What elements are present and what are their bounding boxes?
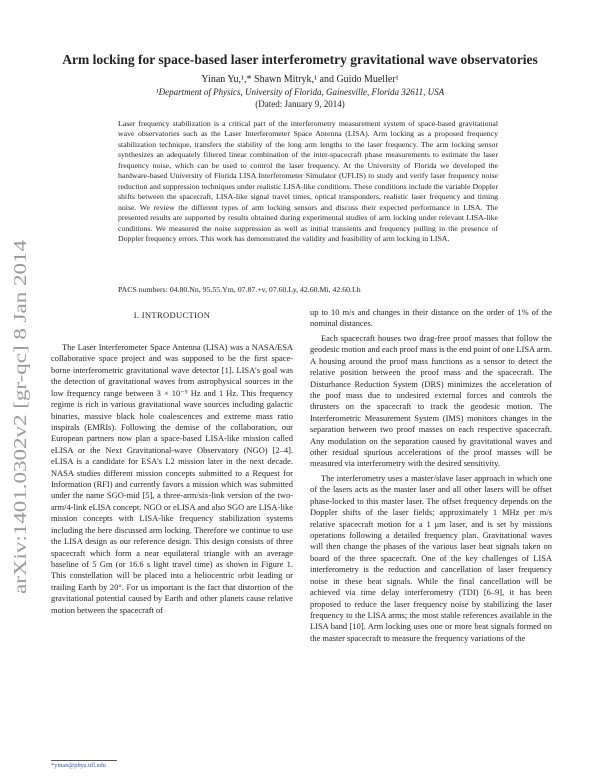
date-line: (Dated: January 9, 2014): [255, 99, 345, 109]
pacs-numbers: PACS numbers: 04.80.Nn, 95.55.Ym, 07.87.+v, 07.60.Ly, 42.60.Mi, 42.60.Lh: [118, 285, 361, 294]
paragraph: The Laser Interferometer Space Antenna (LISA) was a NASA/ESA collaborative space project and was supposed to be the first space-borne interferometric gravitational wave detector [1]. LISA's goal was the detection of gravitational waves from astrophysical sources in the low frequency range between 3 × 10⁻⁵ Hz and 1 Hz. This frequency regime is rich in various gravitational wave sources including galactic binaries, massive black hole coalescences and extreme mass ratio inspirals (EMRIs). Following the demise of the collaboration, our European partners now plan a space-based LISA-like mission called eLISA or the Next Gravitational-wave Observatory (NGO) [2–4]. eLISA is a candidate for ESA's L2 mission later in the next decade. NASA studies different mission concepts submitted to a Request for Information (RFI) and currently favors a mission which was submitted under the name SGO-mid [5], a three-arm/six-link version of the two-arm/4-link eLISA concept. NGO or eLISA and also SGO are LISA-like mission concepts with LISA-like frequency stabilization systems including the here discussed arm locking. Therefore we continue to use the LISA design as our reference design. This design consists of three spacecraft which form a near equilateral triangle with an average baseline of 5 Gm (or 16.6 s light travel time) as shown in Figure 1. This constellation will be placed into a heliocentric orbit leading or trailing Earth by 20°. For us important is the fact that distortion of the gravitational potential caused by Earth and other planets cause relative motion between the spacecraft of: [51, 342, 293, 615]
paragraph: Each spacecraft houses two drag-free proof masses that follow the geodesic motion and each proof mass is the end point of one LISA arm. A housing around the proof mass functions as a sensor to detect the relative position between the proof mass and the spacecraft. The Disturbance Reduction System (DRS) minimizes the acceleration of the poof mass due to undesired external forces and controls the thrusters on the spacecraft to track the geodesic motion. The Interferometric Measurement System (IMS) monitors changes in the separation between two proof masses on each respective spacecraft. Any modulation on the separation caused by gravitational waves and other residual spurious accelerations of the proof masses will be measured via interferometry with the desired sensitivity.: [310, 332, 552, 469]
paragraph: The interferometry uses a master/slave laser approach in which one of the lasers acts as the master laser and all other lasers will be offset phase-locked to this master laser. The offset frequency depends on the Doppler shifts of the laser fields; approximately 1 MHz per m/s relative spacecraft motion for a 1 μm laser, and is set by missions operations following a detailed frequency plan. Gravitational waves will then change the phases of the various laser beat signals taken on board of the three spacecraft. One of the key challenges of LISA interferometry is the reduction and cancellation of laser frequency noise in these beat signals. While the final cancellation will be achieved via time delay interferometry (TDI) [6–9], it has been proposed to reduce the laser frequency noise by stabilizing the laser frequency to the LISA arms; the most stable references available in the LISA band [10]. Arm locking uses one or more beat signals formed on the master spacecraft to measure the frequency variations of the: [310, 472, 552, 643]
paper-title: Arm locking for space-based laser interferometry gravitational wave observatories: [62, 52, 538, 67]
paragraph: up to 10 m/s and changes in their distance on the order of 1% of the nominal distances.: [310, 307, 552, 329]
left-column: [51, 342, 293, 616]
section-heading: I. INTRODUCTION: [133, 310, 211, 320]
arxiv-identifier: [4, 236, 34, 596]
abstract: Laser frequency stabilization is a critical part of the interferometry measurement system of space-based gravitational wave observatories such as the Laser Interferometer Space Antenna (LISA). Arm locking as a proposed frequency stabilization technique, transfers the stability of the long arm lengths to the laser frequency. The arm locking sensor synthesizes an adequately filtered linear combination of the inter-spacecraft phase measurements to estimate the laser frequency noise, which can be used to control the laser frequency. At the University of Florida we developed the hardware-based University of Florida LISA Interferometer Simulator (UFLIS) to study and verify laser frequency noise reduction and suppression techniques under realistic LISA-like conditions. These conditions include the variable Doppler shifts between the spacecraft, LISA-like signal travel times, optical transponders, realistic laser frequency and timing noise. We review the different types of arm locking sensors and discuss their expected performance in LISA. The presented results are supported by results obtained during experimental studies of arm locking under relevant LISA-like conditions. We measured the noise suppression as well as initial transients and frequency pulling in the presence of Doppler frequency errors. This work has demonstrated the validity and feasibility of arm locking in LISA.: [118, 119, 498, 243]
footnote-divider: [51, 760, 117, 761]
author-list: Yinan Yu,¹,* Shawn Mitryk,¹ and Guido Mueller¹: [201, 74, 399, 85]
footnote-email[interactable]: *yinan@phys.ufl.edu: [51, 762, 106, 769]
right-column: [310, 307, 552, 644]
arxiv-identifier-text: arXiv:1401.0302v2 [gr-qc] 8 Jan 2014: [10, 316, 30, 594]
affiliation: ¹Department of Physics, University of Florida, Gainesville, Florida 32611, USA: [155, 87, 445, 97]
